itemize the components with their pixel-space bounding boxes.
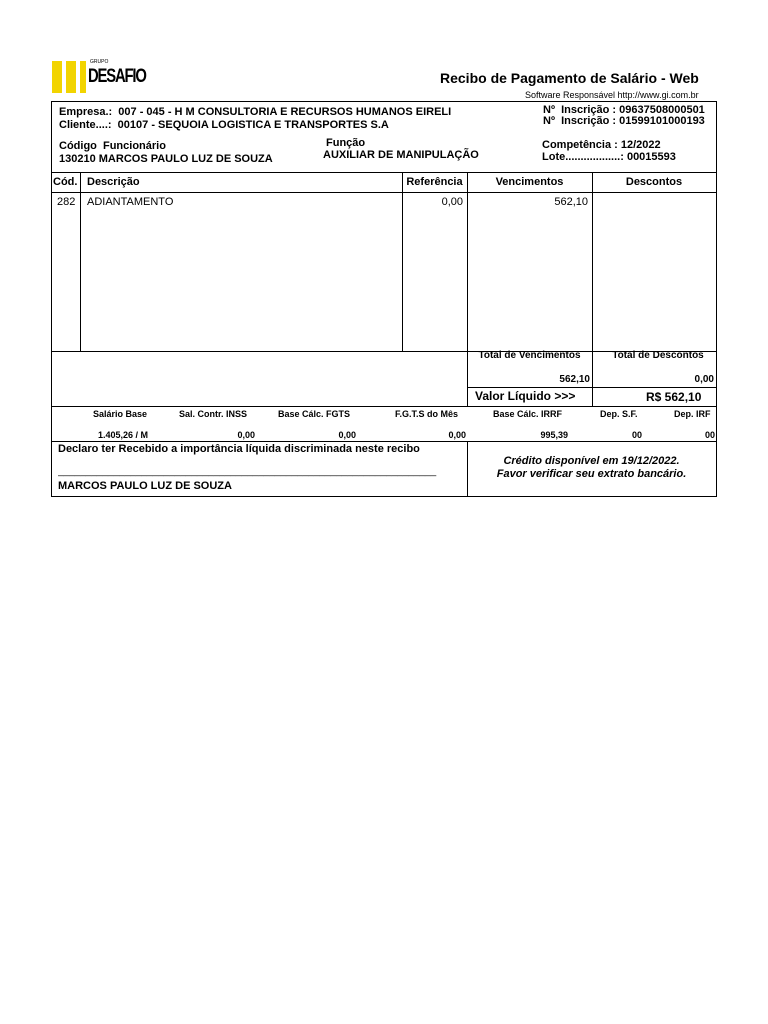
base-label-fgts-mes: F.G.T.S do Mês	[395, 409, 459, 419]
empresa-line: Empresa.: 007 - 045 - H M CONSULTORIA E RECURSOS HUMANOS EIRELI	[59, 106, 452, 118]
valor-liquido-label: Valor Líquido >>>	[475, 389, 576, 403]
funcao-value: AUXILIAR DE MANIPULAÇÃO	[323, 149, 479, 161]
competencia: Competência : 12/2022	[542, 139, 661, 151]
header-descricao: Descrição	[87, 176, 140, 188]
base-value-dep-sf: 00	[631, 430, 642, 440]
credit-available: Crédito disponível em 19/12/2022.	[503, 455, 680, 467]
base-value-fgts-mes: 0,00	[448, 430, 466, 440]
header-referencia: Referência	[406, 176, 463, 188]
document-title: Recibo de Pagamento de Salário - Web	[440, 70, 699, 86]
inscricao-2: Nº Inscrição : 01599101000193	[543, 115, 705, 127]
header-vencimentos: Vencimentos	[495, 176, 564, 188]
lote: Lote..................: 00015593	[542, 151, 676, 163]
declaration-text: Declaro ter Recebido a importância líquida discriminada neste recibo	[58, 443, 420, 455]
base-label-inss: Sal. Contr. INSS	[179, 409, 248, 419]
base-value-dep-irf: 00	[704, 430, 715, 440]
logo-bar-1	[52, 61, 62, 93]
software-credit: Software Responsável http://www.gi.com.br	[525, 90, 699, 100]
signature-name: MARCOS PAULO LUZ DE SOUZA	[58, 480, 232, 492]
row-descricao: ADIANTAMENTO	[87, 196, 174, 208]
total-descontos-label: Total de Descontos	[612, 350, 704, 361]
logo-brand-text: DESAFIO	[88, 66, 146, 87]
base-label-dep-irf: Dep. IRF	[674, 409, 711, 419]
base-value-irrf: 995,39	[540, 430, 568, 440]
total-vencimentos-label: Total de Vencimentos	[478, 350, 581, 361]
base-value-fgts: 0,00	[338, 430, 356, 440]
codigo-funcionario-value: 130210 MARCOS PAULO LUZ DE SOUZA	[59, 153, 273, 165]
inscricao-1: Nº Inscrição : 09637508000501	[543, 104, 705, 116]
base-label-salario: Salário Base	[93, 409, 148, 419]
total-descontos-value: 0,00	[694, 374, 714, 385]
logo-bar-2	[66, 61, 76, 93]
row-vencimentos: 562,10	[554, 196, 588, 208]
logo-small-text: GRUPO	[90, 59, 109, 65]
logo-bar-3	[80, 61, 86, 93]
valor-liquido-value: R$ 562,10	[646, 390, 702, 404]
base-value-salario: 1.405,26 / M	[98, 430, 149, 440]
base-value-inss: 0,00	[237, 430, 255, 440]
codigo-funcionario-label: Código Funcionário	[59, 140, 166, 152]
total-vencimentos-value: 562,10	[559, 374, 590, 385]
funcao-label: Função	[326, 137, 366, 149]
credit-check-statement: Favor verificar seu extrato bancário.	[496, 468, 687, 480]
row-cod: 282	[57, 196, 76, 208]
cliente-line: Cliente....: 00107 - SEQUOIA LOGISTICA E TRANSPORTES S.A	[59, 119, 389, 131]
base-label-irrf: Base Cálc. IRRF	[493, 409, 563, 419]
row-referencia: 0,00	[441, 196, 463, 208]
base-label-fgts: Base Cálc. FGTS	[278, 409, 351, 419]
base-label-dep-sf: Dep. S.F.	[600, 409, 638, 419]
header-cod: Cód.	[53, 176, 78, 188]
signature-line: ____________________________________________________________________	[58, 466, 437, 477]
header-descontos: Descontos	[625, 176, 683, 188]
